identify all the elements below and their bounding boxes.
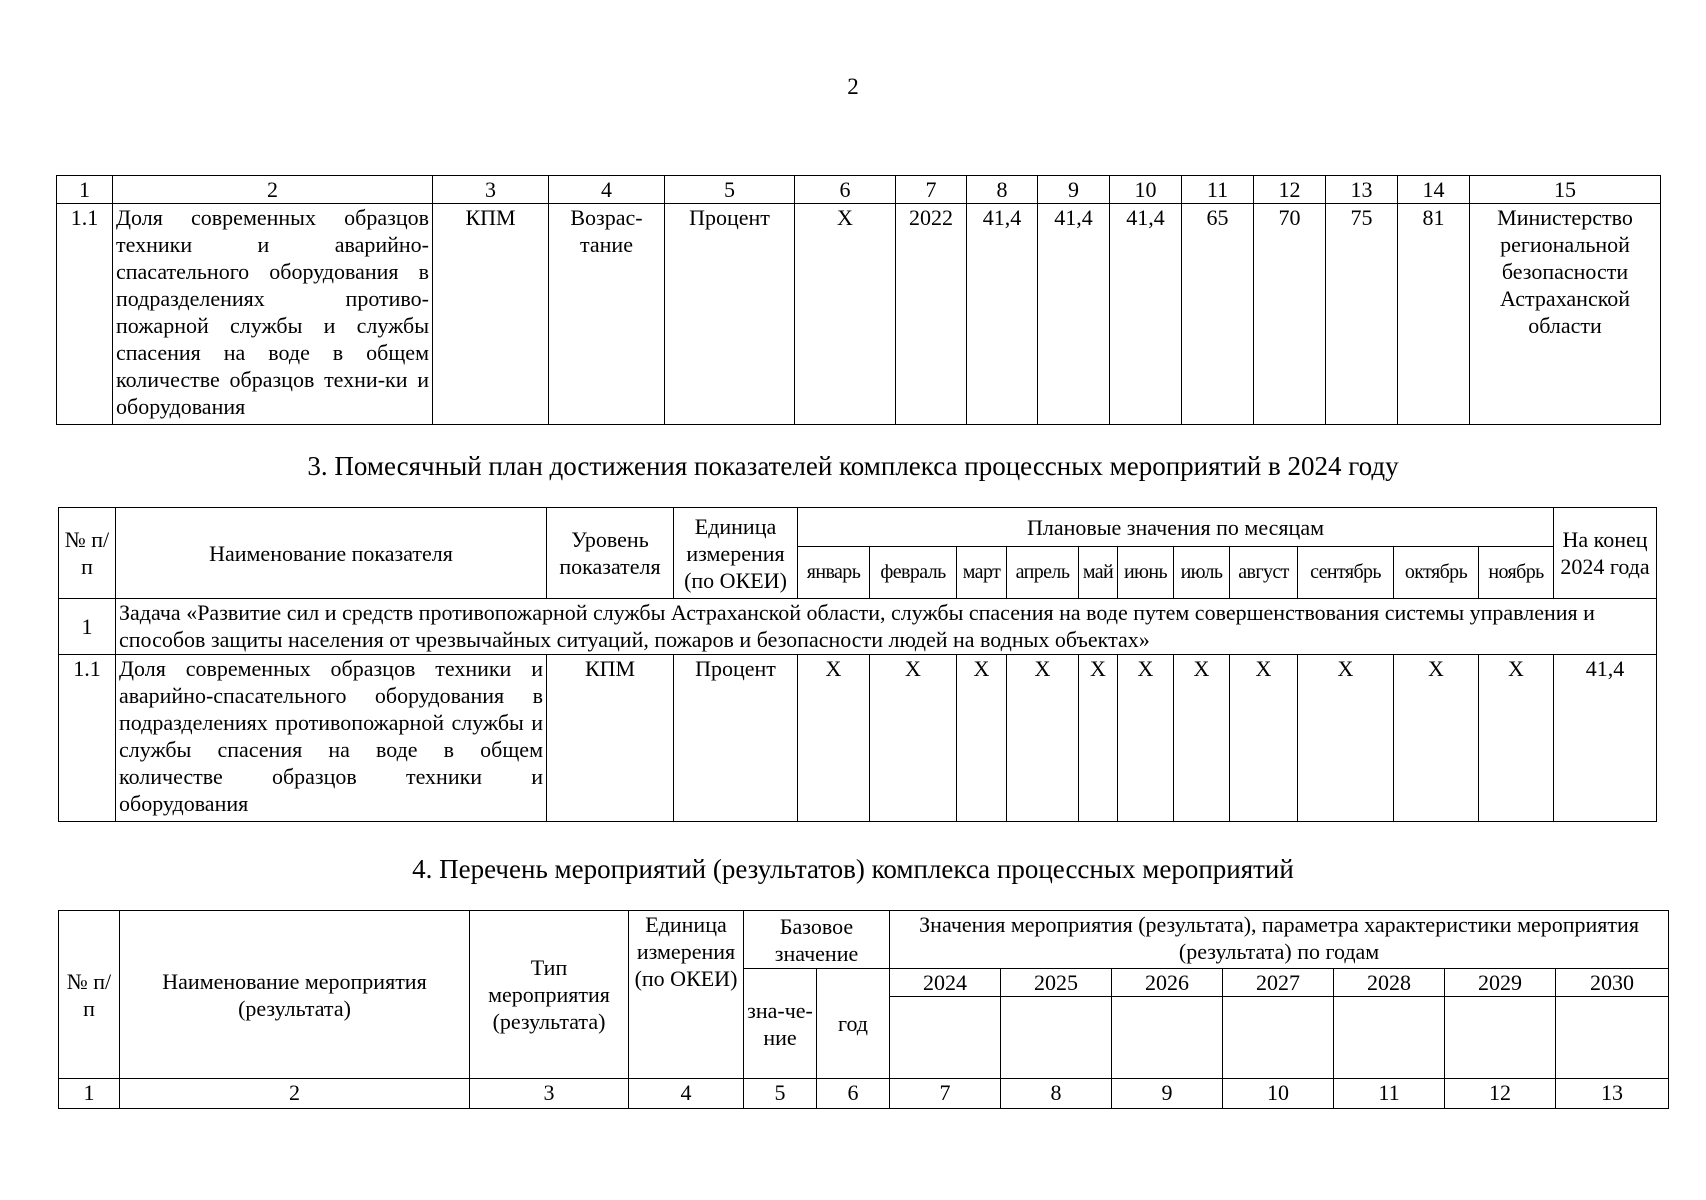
col-number: 14: [1398, 176, 1470, 204]
header-year: 2028: [1334, 969, 1445, 997]
header-month: январь: [798, 547, 870, 599]
indicator-unit: Процент: [665, 204, 795, 425]
header-values-by-year: Значения мероприятия (результата), параметра характеристики мероприятия (результата) по годам: [890, 911, 1669, 969]
year-cell: [890, 997, 1001, 1079]
header-unit: Единица измерения (по ОКЕИ): [674, 508, 798, 599]
section-4-title: 4. Перечень мероприятий (результатов) комплекса процессных мероприятий: [412, 854, 1294, 884]
year-cell: [1334, 997, 1445, 1079]
col-number: 11: [1334, 1079, 1445, 1109]
month-value: X: [870, 655, 957, 822]
header-month: сентябрь: [1298, 547, 1394, 599]
col-number: 12: [1445, 1079, 1556, 1109]
header-month: март: [957, 547, 1007, 599]
month-value: X: [1230, 655, 1298, 822]
header-indicator-name: Наименование показателя: [116, 508, 547, 599]
header-level: Уровень показателя: [547, 508, 674, 599]
header-activity-type: Тип мероприятия (результата): [470, 911, 629, 1079]
col-number: 13: [1556, 1079, 1669, 1109]
task-text: Задача «Развитие сил и средств противопожарной службы Астраханской области, службы спасения на воде путем совершенствования системы управления и способов защиты населения от чрезвычайных ситуаций, пожаров и безопасности людей на водных объектах»: [116, 599, 1657, 655]
table-row: [59, 655, 1657, 822]
column-number-row: [57, 176, 1661, 204]
col-number: 6: [795, 176, 896, 204]
indicator-direction: Возрас-тание: [549, 204, 665, 425]
col-number: 15: [1470, 176, 1661, 204]
cell-value: 70: [1254, 204, 1326, 425]
year-cell: [1223, 997, 1334, 1079]
header-year: 2024: [890, 969, 1001, 997]
month-value: X: [957, 655, 1007, 822]
header-activity-name: Наименование мероприятия (результата): [120, 911, 470, 1079]
header-year: 2030: [1556, 969, 1669, 997]
col-number: 10: [1223, 1079, 1334, 1109]
header-year: 2029: [1445, 969, 1556, 997]
indicator-level: КПМ: [547, 655, 674, 822]
task-number: 1: [59, 599, 116, 655]
row-number: 1.1: [57, 204, 113, 425]
header-month: февраль: [870, 547, 957, 599]
cell-value: X: [795, 204, 896, 425]
col-number: 7: [890, 1079, 1001, 1109]
col-number: 7: [896, 176, 967, 204]
cell-value: 81: [1398, 204, 1470, 425]
monthly-plan-table: [58, 507, 1657, 822]
month-value: X: [1479, 655, 1554, 822]
col-number: 10: [1110, 176, 1182, 204]
year-cell: [1112, 997, 1223, 1079]
activities-table: [58, 910, 1669, 1109]
cell-value: 41,4: [1038, 204, 1110, 425]
col-number: 2: [120, 1079, 470, 1109]
indicator-level: КПМ: [433, 204, 549, 425]
col-number: 4: [549, 176, 665, 204]
section-3-title: 3. Помесячный план достижения показателей комплекса процессных мероприятий в 2024 году: [307, 451, 1399, 481]
header-month: август: [1230, 547, 1298, 599]
header-base-value-year: год: [817, 969, 890, 1079]
col-number: 12: [1254, 176, 1326, 204]
col-number: 11: [1182, 176, 1254, 204]
header-base-value-value: зна-че-ние: [744, 969, 817, 1079]
row-number: 1.1: [59, 655, 116, 822]
header-year: 2026: [1112, 969, 1223, 997]
cell-value: 41,4: [1110, 204, 1182, 425]
month-value: X: [1118, 655, 1174, 822]
indicator-name: Доля современных образцов техники и аварийно-спасательного оборудования в подразделениях противопожарной службы и службы спасения на воде в общем количестве образцов техники и оборудования: [116, 655, 547, 822]
month-value: X: [798, 655, 870, 822]
header-month: май: [1079, 547, 1118, 599]
col-number: 4: [629, 1079, 744, 1109]
col-number: 8: [967, 176, 1038, 204]
header-month: ноябрь: [1479, 547, 1554, 599]
col-number: 8: [1001, 1079, 1112, 1109]
year-end-value: 41,4: [1554, 655, 1657, 822]
page-number: 2: [847, 74, 859, 99]
cell-value: 65: [1182, 204, 1254, 425]
cell-value: 75: [1326, 204, 1398, 425]
month-value: X: [1079, 655, 1118, 822]
col-number: 2: [113, 176, 433, 204]
col-number: 5: [665, 176, 795, 204]
col-number: 13: [1326, 176, 1398, 204]
col-number: 1: [57, 176, 113, 204]
col-number: 3: [433, 176, 549, 204]
header-monthly-plan: Плановые значения по месяцам: [798, 508, 1554, 547]
cell-value: 2022: [896, 204, 967, 425]
table-row: [57, 204, 1661, 425]
header-year: 2027: [1223, 969, 1334, 997]
header-month: апрель: [1007, 547, 1079, 599]
col-number: 9: [1038, 176, 1110, 204]
header-year: 2025: [1001, 969, 1112, 997]
month-value: X: [1007, 655, 1079, 822]
month-value: X: [1174, 655, 1230, 822]
header-month: октябрь: [1394, 547, 1479, 599]
responsible-body: Министерство региональной безопасности Астраханской области: [1470, 204, 1661, 425]
month-value: X: [1298, 655, 1394, 822]
header-month: июль: [1174, 547, 1230, 599]
year-cell: [1445, 997, 1556, 1079]
header-num: № п/п: [59, 911, 120, 1079]
year-cell: [1556, 997, 1669, 1079]
indicator-unit: Процент: [674, 655, 798, 822]
header-num: № п/п: [59, 508, 116, 599]
header-unit: Единица измерения (по ОКЕИ): [629, 911, 744, 1079]
header-year-end: На конец 2024 года: [1554, 508, 1657, 599]
indicators-table-continuation: [56, 175, 1661, 425]
header-base-value: Базовое значение: [744, 911, 890, 969]
col-number: 9: [1112, 1079, 1223, 1109]
cell-value: 41,4: [967, 204, 1038, 425]
col-number: 6: [817, 1079, 890, 1109]
header-month: июнь: [1118, 547, 1174, 599]
task-row: [59, 599, 1657, 655]
col-number: 5: [744, 1079, 817, 1109]
month-value: X: [1394, 655, 1479, 822]
indicator-name: Доля современных образцов техники и аварийно-спасательного оборудования в подразделениях противо-пожарной службы и службы спасения на воде в общем количестве образцов техни-ки и оборудования: [113, 204, 433, 425]
year-cell: [1001, 997, 1112, 1079]
column-number-row: [59, 1079, 1669, 1109]
col-number: 1: [59, 1079, 120, 1109]
col-number: 3: [470, 1079, 629, 1109]
